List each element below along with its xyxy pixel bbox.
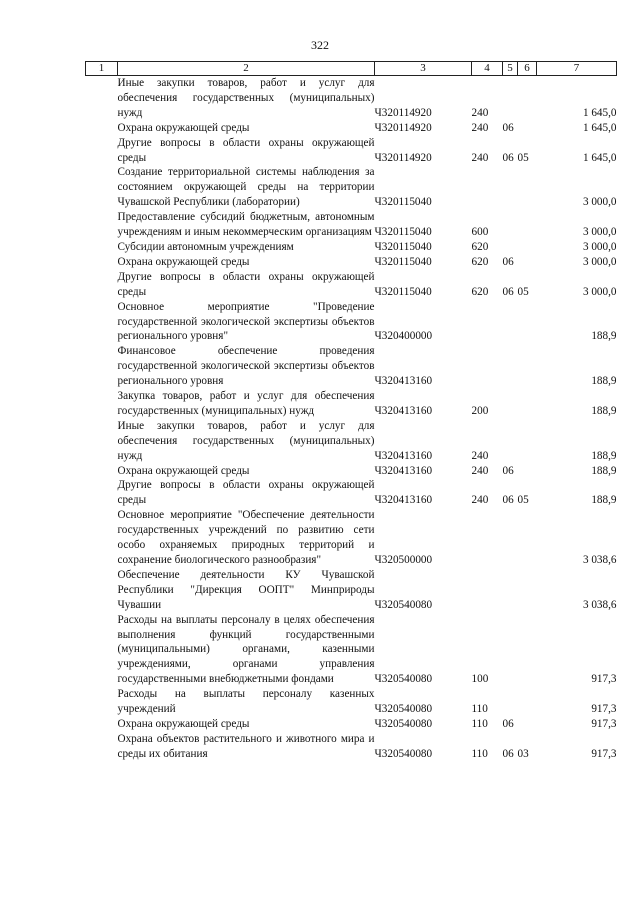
column-numbers-row bbox=[86, 62, 617, 76]
row-section bbox=[503, 300, 518, 345]
row-subsection bbox=[518, 300, 537, 345]
row-name: Охрана объектов растительного и животного мира и среды их обитания bbox=[117, 732, 375, 760]
row-empty-cell bbox=[86, 508, 118, 568]
row-code: Ч320540080 bbox=[374, 717, 433, 730]
row-expense-type: 240 bbox=[471, 494, 489, 507]
table-row bbox=[86, 210, 617, 240]
row-subsection bbox=[518, 76, 537, 121]
row-subsection bbox=[518, 464, 537, 479]
row-subsection: 03 bbox=[517, 747, 529, 760]
row-amount: 3 000,0 bbox=[582, 226, 617, 239]
column-header: 2 bbox=[118, 62, 375, 76]
row-name: Охрана окружающей среды bbox=[117, 464, 250, 477]
column-header: 3 bbox=[375, 62, 472, 76]
row-expense-type: 200 bbox=[471, 404, 489, 417]
row-subsection bbox=[518, 717, 537, 732]
table-row bbox=[86, 389, 617, 419]
row-expense-type: 240 bbox=[471, 449, 489, 462]
row-section bbox=[503, 76, 518, 121]
row-amount: 3 000,0 bbox=[582, 285, 617, 298]
table-row bbox=[86, 478, 617, 508]
row-code: Ч320413160 bbox=[374, 494, 433, 507]
row-empty-cell bbox=[86, 687, 118, 717]
row-empty-cell bbox=[86, 240, 118, 255]
row-subsection bbox=[518, 419, 537, 464]
row-name: Охрана окружающей среды bbox=[117, 121, 250, 134]
row-amount: 3 000,0 bbox=[582, 255, 617, 268]
row-empty-cell bbox=[86, 389, 118, 419]
row-subsection bbox=[518, 255, 537, 270]
row-expense-type bbox=[472, 165, 503, 210]
row-subsection: 05 bbox=[517, 285, 529, 298]
row-subsection: 05 bbox=[517, 494, 529, 507]
row-empty-cell bbox=[86, 121, 118, 136]
table-row bbox=[86, 300, 617, 345]
row-subsection: 05 bbox=[517, 151, 529, 164]
row-section bbox=[503, 508, 518, 568]
budget-table bbox=[85, 61, 617, 762]
row-name: Охрана окружающей среды bbox=[117, 717, 250, 730]
row-expense-type bbox=[472, 568, 503, 613]
table-row bbox=[86, 732, 617, 762]
row-empty-cell bbox=[86, 344, 118, 389]
row-code: Ч320413160 bbox=[374, 375, 433, 388]
row-amount: 1 645,0 bbox=[582, 106, 617, 119]
row-amount: 3 038,6 bbox=[582, 598, 617, 611]
row-name: Основное мероприятие "Проведение государственной экологической экспертизы объектов регионального уровня" bbox=[117, 300, 375, 343]
row-section: 06 bbox=[502, 151, 514, 164]
row-expense-type: 240 bbox=[471, 151, 489, 164]
row-amount: 3 000,0 bbox=[582, 240, 617, 253]
row-empty-cell bbox=[86, 76, 118, 121]
row-empty-cell bbox=[86, 732, 118, 762]
row-name: Иные закупки товаров, работ и услуг для обеспечения государственных (муниципальных) нужд bbox=[117, 419, 375, 462]
row-section: 06 bbox=[502, 464, 514, 477]
row-code: Ч320540080 bbox=[374, 747, 433, 760]
row-section bbox=[503, 389, 518, 419]
row-empty-cell bbox=[86, 210, 118, 240]
column-header: 6 bbox=[518, 62, 537, 76]
row-empty-cell bbox=[86, 717, 118, 732]
row-subsection bbox=[518, 121, 537, 136]
row-code: Ч320413160 bbox=[374, 449, 433, 462]
row-empty-cell bbox=[86, 300, 118, 345]
row-code: Ч320540080 bbox=[374, 598, 433, 611]
row-expense-type: 620 bbox=[471, 255, 489, 268]
row-subsection bbox=[518, 568, 537, 613]
row-empty-cell bbox=[86, 568, 118, 613]
row-subsection bbox=[518, 165, 537, 210]
row-name: Закупка товаров, работ и услуг для обеспечения государственных (муниципальных) нужд bbox=[117, 390, 375, 417]
page-number: 322 bbox=[311, 38, 329, 52]
table-body bbox=[86, 76, 617, 762]
row-expense-type: 620 bbox=[471, 240, 489, 253]
row-code: Ч320413160 bbox=[374, 404, 433, 417]
row-expense-type bbox=[472, 344, 503, 389]
row-expense-type: 110 bbox=[471, 717, 488, 730]
table-row bbox=[86, 270, 617, 300]
row-amount: 188,9 bbox=[591, 494, 617, 507]
row-expense-type: 620 bbox=[471, 285, 489, 298]
row-name: Обеспечение деятельности КУ Чувашской Республики "Дирекция ООПТ" Минприроды Чувашии bbox=[117, 568, 375, 611]
row-name: Расходы на выплаты персоналу в целях обеспечения выполнения функций государственными (муниципальными) органами, казенными учреждениями, органами управления государственными внебюджетными фондами bbox=[117, 613, 375, 686]
column-header: 4 bbox=[472, 62, 503, 76]
row-section bbox=[503, 240, 518, 255]
table-row bbox=[86, 76, 617, 121]
row-name: Создание территориальной системы наблюдения за состоянием окружающей среды на территории Чувашской Республики (лаборатории) bbox=[117, 166, 375, 209]
row-subsection bbox=[518, 240, 537, 255]
row-section: 06 bbox=[502, 285, 514, 298]
row-section: 06 bbox=[502, 494, 514, 507]
row-code: Ч320114920 bbox=[374, 106, 432, 119]
row-expense-type: 240 bbox=[471, 464, 489, 477]
table-row bbox=[86, 717, 617, 732]
row-expense-type: 100 bbox=[471, 673, 489, 686]
row-section bbox=[503, 613, 518, 688]
row-empty-cell bbox=[86, 613, 118, 688]
row-amount: 188,9 bbox=[591, 464, 617, 477]
row-section: 06 bbox=[502, 121, 514, 134]
row-section bbox=[503, 344, 518, 389]
row-code: Ч320540080 bbox=[374, 703, 433, 716]
row-code: Ч320400000 bbox=[374, 330, 433, 343]
row-amount: 917,3 bbox=[591, 703, 617, 716]
row-name: Охрана окружающей среды bbox=[117, 255, 250, 268]
row-code: Ч320114920 bbox=[374, 121, 432, 134]
row-name: Предоставление субсидий бюджетным, автономным учреждениям и иным некоммерческим организациям bbox=[117, 211, 375, 239]
row-empty-cell bbox=[86, 478, 118, 508]
table-row bbox=[86, 121, 617, 136]
row-name: Другие вопросы в области охраны окружающей среды bbox=[117, 270, 375, 298]
row-section bbox=[503, 419, 518, 464]
row-code: Ч320115040 bbox=[374, 226, 432, 239]
row-expense-type: 110 bbox=[471, 703, 488, 716]
row-empty-cell bbox=[86, 270, 118, 300]
row-section bbox=[503, 568, 518, 613]
table-row bbox=[86, 687, 617, 717]
row-expense-type: 600 bbox=[471, 226, 489, 239]
row-amount: 1 645,0 bbox=[582, 121, 617, 134]
row-empty-cell bbox=[86, 255, 118, 270]
row-subsection bbox=[518, 508, 537, 568]
row-name: Финансовое обеспечение проведения государственной экологической экспертизы объектов регионального уровня bbox=[117, 345, 375, 388]
row-expense-type: 110 bbox=[471, 747, 488, 760]
row-amount: 188,9 bbox=[591, 404, 617, 417]
row-code: Ч320115040 bbox=[374, 285, 432, 298]
row-empty-cell bbox=[86, 165, 118, 210]
row-name: Основное мероприятие "Обеспечение деятельности государственных учреждений по развитию сети особо охраняемых природных территорий и сохранение биологического разнообразия" bbox=[117, 509, 375, 566]
row-subsection bbox=[518, 687, 537, 717]
row-section: 06 bbox=[502, 717, 514, 730]
row-amount: 188,9 bbox=[591, 449, 617, 462]
row-name: Другие вопросы в области охраны окружающей среды bbox=[117, 136, 375, 164]
table-row bbox=[86, 419, 617, 464]
row-expense-type: 240 bbox=[471, 121, 489, 134]
row-code: Ч320115040 bbox=[374, 240, 432, 253]
row-amount: 917,3 bbox=[591, 717, 617, 730]
row-amount: 188,9 bbox=[591, 375, 617, 388]
column-header: 5 bbox=[503, 62, 518, 76]
row-amount: 917,3 bbox=[591, 747, 617, 760]
row-amount: 917,3 bbox=[591, 673, 617, 686]
row-subsection bbox=[518, 613, 537, 688]
row-code: Ч320115040 bbox=[374, 255, 432, 268]
row-amount: 3 038,6 bbox=[582, 554, 617, 566]
row-subsection bbox=[518, 389, 537, 419]
row-name: Расходы на выплаты персоналу казенных учреждений bbox=[117, 688, 375, 716]
row-section: 06 bbox=[502, 255, 514, 268]
row-expense-type bbox=[472, 300, 503, 345]
row-empty-cell bbox=[86, 136, 118, 166]
row-code: Ч320413160 bbox=[374, 464, 433, 477]
row-section bbox=[503, 210, 518, 240]
row-subsection bbox=[518, 210, 537, 240]
row-code: Ч320500000 bbox=[374, 554, 433, 566]
row-code: Ч320115040 bbox=[374, 196, 432, 209]
row-empty-cell bbox=[86, 464, 118, 479]
column-header: 7 bbox=[537, 62, 617, 76]
row-name: Субсидии автономным учреждениям bbox=[117, 240, 294, 253]
table-row bbox=[86, 568, 617, 613]
row-amount: 188,9 bbox=[591, 330, 617, 343]
table-row bbox=[86, 255, 617, 270]
table-row bbox=[86, 508, 617, 568]
table-row bbox=[86, 464, 617, 479]
row-amount: 3 000,0 bbox=[582, 196, 617, 209]
row-expense-type bbox=[472, 508, 503, 568]
row-code: Ч320114920 bbox=[374, 151, 432, 164]
row-name: Другие вопросы в области охраны окружающей среды bbox=[117, 479, 375, 507]
table-row bbox=[86, 240, 617, 255]
table-row bbox=[86, 136, 617, 166]
row-section bbox=[503, 165, 518, 210]
row-section: 06 bbox=[502, 747, 514, 760]
row-amount: 1 645,0 bbox=[582, 151, 617, 164]
row-subsection bbox=[518, 344, 537, 389]
table-row bbox=[86, 613, 617, 688]
row-expense-type: 240 bbox=[471, 106, 489, 119]
row-empty-cell bbox=[86, 419, 118, 464]
row-name: Иные закупки товаров, работ и услуг для обеспечения государственных (муниципальных) нужд bbox=[117, 77, 375, 119]
row-code: Ч320540080 bbox=[374, 673, 433, 686]
table-row bbox=[86, 165, 617, 210]
column-header: 1 bbox=[86, 62, 118, 76]
row-section bbox=[503, 687, 518, 717]
table-row bbox=[86, 344, 617, 389]
